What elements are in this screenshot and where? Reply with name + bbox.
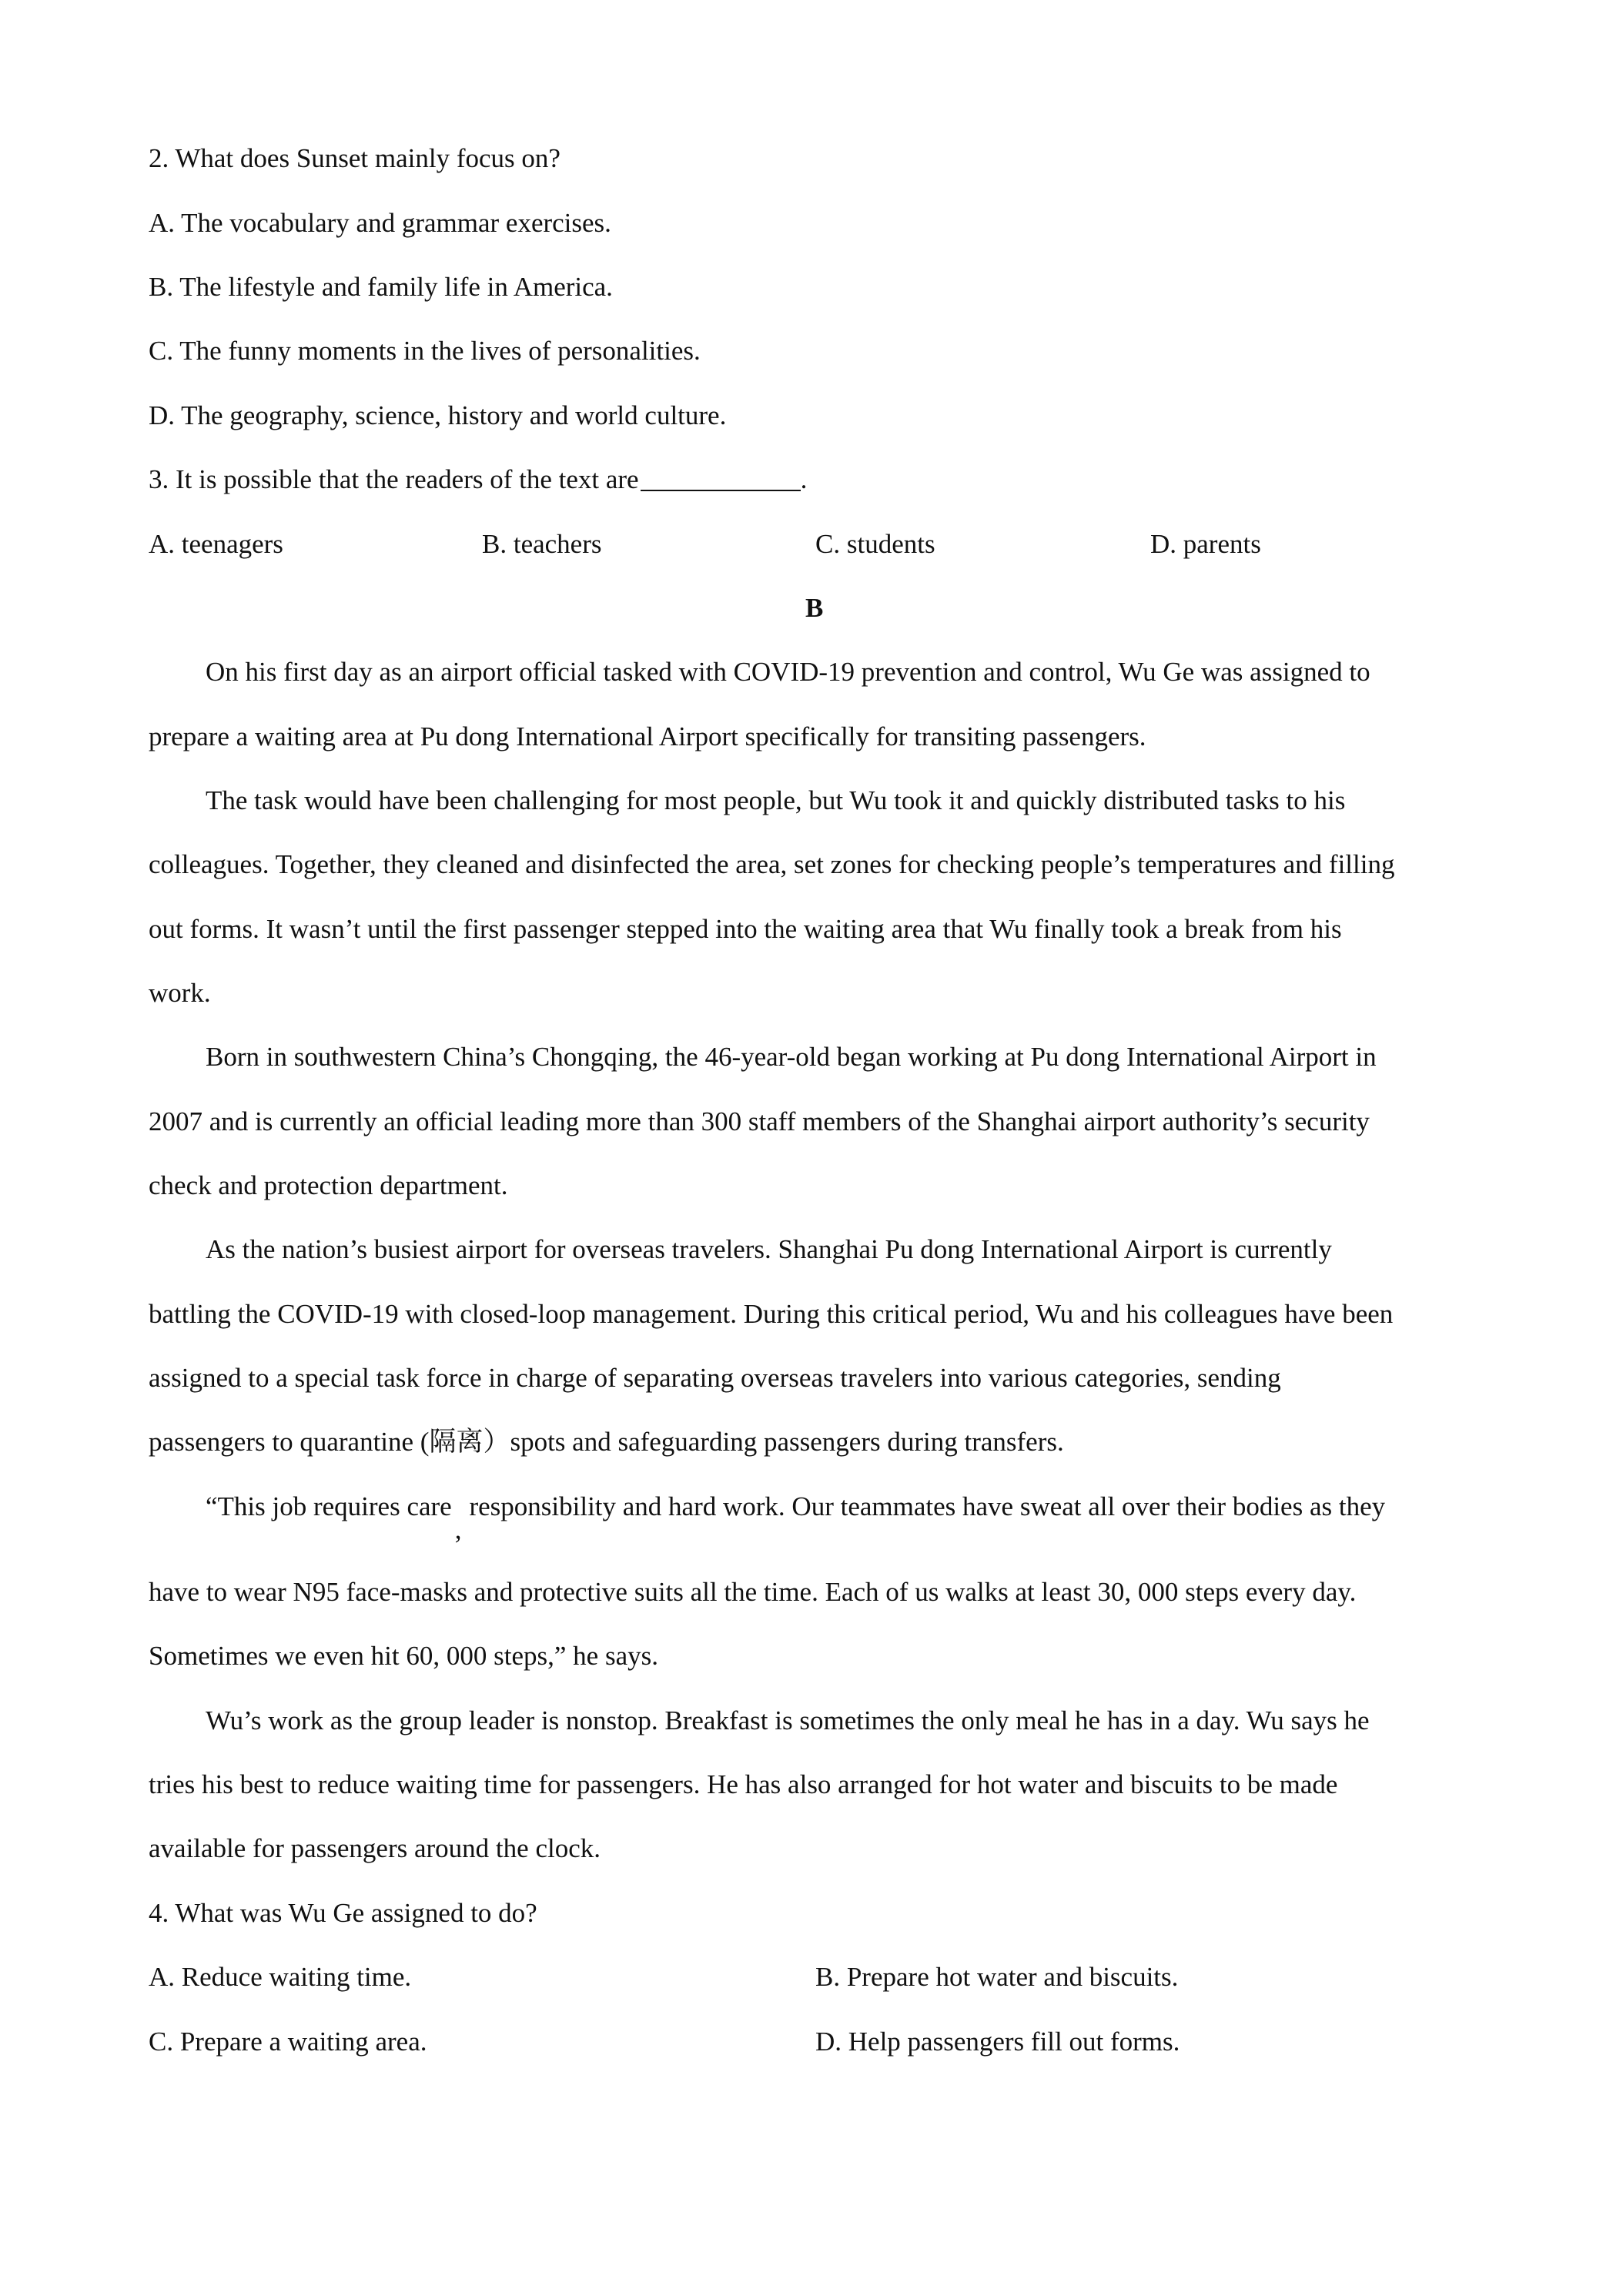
- q4-stem: 4. What was Wu Ge assigned to do?: [149, 1898, 537, 1928]
- quote-comma: ,: [454, 1514, 462, 1545]
- quote-part-a: “This job requires care: [206, 1491, 452, 1521]
- q3-option-c: C. students: [815, 529, 935, 559]
- passage-line: colleagues. Together, they cleaned and disinfected the area, set zones for checking people’s temperatures and filling: [149, 849, 1395, 879]
- q3-option-d: D. parents: [1150, 529, 1261, 559]
- passage-line: Sometimes we even hit 60, 000 steps,” he says.: [149, 1641, 658, 1671]
- q3-stem-end: .: [800, 464, 808, 494]
- quote-part-b: responsibility and hard work. Our teammates have sweat all over their bodies as they: [469, 1491, 1386, 1521]
- q2-option-a: A. The vocabulary and grammar exercises.: [149, 208, 611, 238]
- passage-line: out forms. It wasn’t until the first passenger stepped into the waiting area that Wu finally took a break from his: [149, 914, 1342, 944]
- q4-option-c: C. Prepare a waiting area.: [149, 2027, 427, 2057]
- passage-line: Born in southwestern China’s Chongqing, the 46-year-old began working at Pu dong International Airport in: [206, 1042, 1377, 1072]
- q2-stem: 2. What does Sunset mainly focus on?: [149, 143, 561, 173]
- passage-line: prepare a waiting area at Pu dong International Airport specifically for transiting passengers.: [149, 721, 1146, 751]
- q2-option-d: D. The geography, science, history and world culture.: [149, 400, 727, 430]
- q2-option-b: B. The lifestyle and family life in America.: [149, 272, 613, 302]
- passage-line: check and protection department.: [149, 1170, 508, 1200]
- passage-line: work.: [149, 978, 211, 1008]
- passage-line: passengers to quarantine (隔离）spots and safeguarding passengers during transfers.: [149, 1427, 1064, 1457]
- passage-quote-line: [206, 1491, 1386, 1545]
- passage-line: assigned to a special task force in charge of separating overseas travelers into various categories, sending: [149, 1363, 1281, 1393]
- answer-blank: [641, 490, 801, 491]
- passage-line: battling the COVID-19 with closed-loop management. During this critical period, Wu and his colleagues have been: [149, 1299, 1394, 1329]
- section-b-heading: B: [805, 593, 824, 623]
- passage-line: On his first day as an airport official tasked with COVID-19 prevention and control, Wu Ge was assigned to: [206, 657, 1370, 687]
- q3-stem-line: [149, 466, 807, 493]
- q3-option-a: A. teenagers: [149, 529, 283, 559]
- q4-option-d: D. Help passengers fill out forms.: [815, 2027, 1180, 2057]
- q4-option-a: A. Reduce waiting time.: [149, 1962, 412, 1992]
- passage-line: As the nation’s busiest airport for overseas travelers. Shanghai Pu dong International Airport is currently: [206, 1234, 1332, 1264]
- q3-option-b: B. teachers: [482, 529, 602, 559]
- passage-line: 2007 and is currently an official leading more than 300 staff members of the Shanghai airport authority’s security: [149, 1106, 1370, 1136]
- q4-option-b: B. Prepare hot water and biscuits.: [815, 1962, 1179, 1992]
- passage-line: Wu’s work as the group leader is nonstop. Breakfast is sometimes the only meal he has in a day. Wu says he: [206, 1705, 1370, 1735]
- passage-line: The task would have been challenging for most people, but Wu took it and quickly distributed tasks to his: [206, 785, 1346, 815]
- q3-stem: 3. It is possible that the readers of the text are: [149, 464, 639, 494]
- passage-line: available for passengers around the clock.: [149, 1833, 601, 1863]
- passage-line: tries his best to reduce waiting time for passengers. He has also arranged for hot water and biscuits to be made: [149, 1769, 1338, 1799]
- q2-option-c: C. The funny moments in the lives of personalities.: [149, 336, 701, 366]
- passage-line: have to wear N95 face-masks and protective suits all the time. Each of us walks at least 30, 000 steps every day.: [149, 1577, 1357, 1607]
